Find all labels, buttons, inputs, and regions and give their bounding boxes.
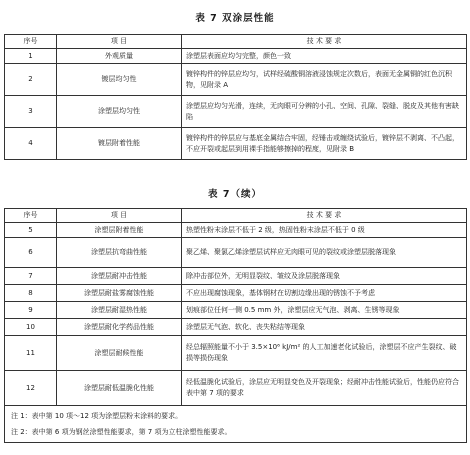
row-req: 聚乙烯、聚氯乙烯涂塑层试样应无肉眼可见的裂纹或涂塑层脱落现象 <box>182 238 467 268</box>
table-row <box>5 64 467 96</box>
header-req: 技 术 要 求 <box>182 35 467 49</box>
table-row <box>5 302 467 319</box>
row-req: 镀锌构件的锌层应均匀，试样经硫酸铜溶液浸蚀规定次数后，表面无金属铜的红色沉积物，见附录 A <box>182 64 467 96</box>
table-row <box>5 336 467 371</box>
table-row <box>5 96 467 128</box>
table-row <box>5 223 467 238</box>
row-no: 8 <box>5 285 57 302</box>
row-req: 经总辐照能量不小于 3.5×10⁶ kJ/m² 的人工加速老化试验后，涂塑层不应产生裂纹、破损等损伤现象 <box>182 336 467 371</box>
table2 <box>4 208 467 443</box>
row-item: 涂塑层耐湿热性能 <box>57 302 182 319</box>
row-req: 经低温脆化试验后，涂层应无明显变色及开裂现象；经耐冲击性能试验后，性能仍应符合表中第 7 项的要求 <box>182 371 467 406</box>
table-row <box>5 238 467 268</box>
row-no: 3 <box>5 96 57 128</box>
header-item: 项 目 <box>57 35 182 49</box>
row-no: 5 <box>5 223 57 238</box>
row-item: 镀层均匀性 <box>57 64 182 96</box>
row-item: 涂塑层耐盐雾腐蚀性能 <box>57 285 182 302</box>
row-item: 涂塑层附着性能 <box>57 223 182 238</box>
table2-caption: 表 7（续） <box>208 189 262 200</box>
row-item: 外观质量 <box>57 49 182 64</box>
header-no: 序号 <box>5 209 57 223</box>
header-no: 序号 <box>5 35 57 49</box>
row-no: 12 <box>5 371 57 406</box>
table-row <box>5 268 467 285</box>
note-1: 注 1：表中第 10 项～12 项为涂塑层粉末涂料的要求。 <box>11 412 183 420</box>
row-item: 涂塑层抗弯曲性能 <box>57 238 182 268</box>
row-req: 涂塑层无气泡、软化、丧失粘结等现象 <box>182 319 467 336</box>
row-item: 涂塑层耐候性能 <box>57 336 182 371</box>
row-no: 2 <box>5 64 57 96</box>
row-req: 涂塑层应均匀光滑，连续，无肉眼可分辨的小孔、空间、孔隙、裂缝、脱皮及其他有害缺陷 <box>182 96 467 128</box>
table2-header-row <box>5 209 467 223</box>
row-item: 镀层附着性能 <box>57 128 182 160</box>
row-item: 涂塑层均匀性 <box>57 96 182 128</box>
table-row <box>5 285 467 302</box>
header-req: 技 术 要 求 <box>182 209 467 223</box>
row-item: 涂塑层耐冲击性能 <box>57 268 182 285</box>
row-no: 10 <box>5 319 57 336</box>
row-item: 涂塑层耐低温脆化性能 <box>57 371 182 406</box>
header-item: 项 目 <box>57 209 182 223</box>
row-req: 除冲击部位外，无明显裂纹、皱纹及涂层脱落现象 <box>182 268 467 285</box>
table-row <box>5 49 467 64</box>
row-no: 9 <box>5 302 57 319</box>
table-row <box>5 371 467 406</box>
row-req: 划痕部位任何一侧 0.5 mm 外，涂塑层应无气泡、剥离、生锈等现象 <box>182 302 467 319</box>
note-2: 注 2：表中第 6 项为钢丝涂塑性能要求，第 7 项为立柱涂塑性能要求。 <box>11 428 232 436</box>
row-req: 涂塑层表面应均匀完整，颜色一致 <box>182 49 467 64</box>
row-req: 镀锌构件的锌层应与基底金属结合牢固，经锤击或缠绕试验后，镀锌层不剥离、不凸起，不应开裂或起层到用裸手指能够擦掉的程度，见附录 B <box>182 128 467 160</box>
row-no: 11 <box>5 336 57 371</box>
table2-notes-row <box>5 406 467 443</box>
table-row <box>5 319 467 336</box>
row-req: 不应出现腐蚀现象，基体钢材在切割边缘出现的锈蚀不予考虑 <box>182 285 467 302</box>
table1-header-row <box>5 35 467 49</box>
row-no: 4 <box>5 128 57 160</box>
table1 <box>4 34 467 160</box>
table1-caption: 表 7 双涂层性能 <box>195 13 275 24</box>
row-req: 热塑性粉末涂层不低于 2 级，热固性粉末涂层不低于 0 级 <box>182 223 467 238</box>
table-row <box>5 128 467 160</box>
row-no: 1 <box>5 49 57 64</box>
row-no: 7 <box>5 268 57 285</box>
row-no: 6 <box>5 238 57 268</box>
row-item: 涂塑层耐化学药品性能 <box>57 319 182 336</box>
